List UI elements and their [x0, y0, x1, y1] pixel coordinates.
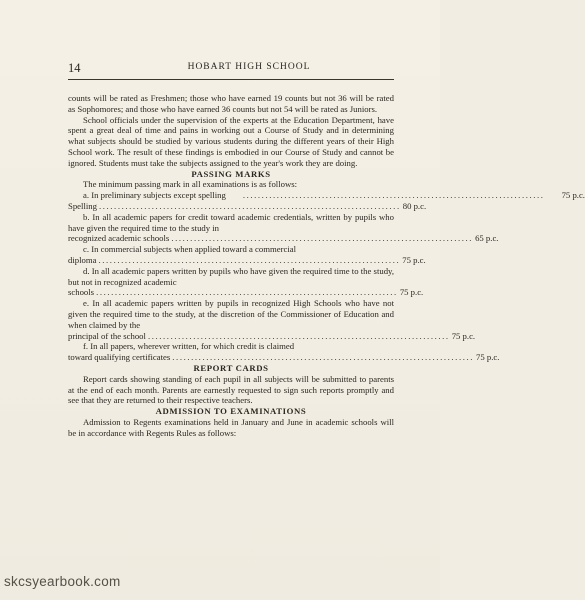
dot-leader: ................................................................................ — [98, 200, 401, 211]
intro-paragraph-1: counts will be rated as Freshmen; those who have earned 19 counts but not 36 will be rated as Sophomores; and those who have earned 36 counts but not 54 will be rated as Juniors. — [68, 93, 394, 114]
passing-mark-item-c — [68, 244, 426, 266]
passing-mark-text: d. In all academic papers written by pupils who have given the required time to the study, but not in recognized academic — [68, 265, 394, 287]
page-body — [68, 93, 585, 439]
passing-mark-value: 75 p.c. — [451, 330, 476, 341]
passing-mark-item-a — [68, 190, 585, 201]
passing-mark-text: b. In all academic papers for credit toward academic credentials, written by pupils who have given the required time to the study in — [68, 211, 394, 233]
admission-paragraph: Admission to Regents examinations held in January and June in academic schools will be in accordance with Regents Rules as follows: — [68, 416, 394, 438]
intro-paragraph-2: School officials under the supervision of the experts at the Education Department, have spent a great deal of time and pains in working out a Course of Study and in determining what subjects should be studied by various students during the different years of their High School work. The result of these findings is embodied in our Course of Study and cannot be ignored. Students must take the subjects assigned to the year's work they are doing. — [68, 114, 394, 168]
running-title: HOBART HIGH SCHOOL — [187, 62, 311, 72]
passing-mark-tail: diploma — [68, 254, 97, 265]
passing-mark-tail: Spelling — [68, 200, 97, 211]
passing-mark-item-d — [68, 265, 424, 298]
passing-mark-item-e — [68, 298, 476, 341]
dot-leader: ................................................................................ — [171, 233, 474, 244]
site-watermark: skcsyearbook.com — [4, 574, 121, 589]
passing-mark-item-b — [68, 211, 499, 244]
passing-mark-value: 80 p.c. — [402, 200, 427, 211]
dot-leader: ................................................................................ — [147, 330, 450, 341]
report-cards-paragraph: Report cards showing standing of each pupil in all subjects will be submitted to parents at the end of each month. Parents are earnestly requested to sign such reports promptly and see that they are returned to their respective teachers. — [68, 373, 394, 406]
passing-mark-tail: recognized academic schools — [68, 233, 170, 244]
passing-marks-intro: The minimum passing mark in all examinations is as follows: — [83, 179, 298, 190]
passing-mark-value: 75 p.c. — [402, 254, 426, 265]
page-header — [68, 61, 394, 77]
dot-leader: ................................................................................ — [98, 254, 401, 265]
passing-mark-tail: principal of the school — [68, 330, 146, 341]
passing-mark-value: 75 p.c. — [476, 352, 500, 363]
header-rule — [68, 79, 394, 80]
admission-heading: ADMISSION TO EXAMINATIONS — [155, 406, 307, 417]
passing-mark-value: 75 p.c. — [561, 190, 585, 201]
dot-leader: ................................................................................ — [96, 287, 398, 298]
passing-mark-text: a. In preliminary subjects except spelling — [83, 190, 226, 201]
passing-mark-tail: schools — [68, 287, 95, 298]
passing-mark-value: 65 p.c. — [475, 233, 499, 244]
page-number: 14 — [68, 61, 81, 75]
passing-mark-text: e. In all academic papers written by pupils in recognized High Schools who have not given the required time to the study, at the discretion of the Commissioner of Education and when claimed by the — [68, 298, 394, 330]
dot-leader: ................................................................................ — [242, 190, 545, 201]
passing-marks-heading: PASSING MARKS — [191, 168, 271, 179]
report-cards-heading: REPORT CARDS — [193, 362, 269, 373]
passing-mark-item-spelling — [68, 200, 427, 212]
dot-leader: ................................................................................ — [172, 352, 475, 363]
passing-mark-item-f — [68, 341, 500, 363]
passing-mark-tail: toward qualifying certificates — [68, 352, 171, 363]
passing-mark-text: f. In all papers, wherever written, for which credit is claimed — [83, 341, 295, 352]
passing-mark-value: 75 p.c. — [399, 287, 424, 298]
passing-mark-text: c. In commercial subjects when applied toward a commercial — [83, 244, 297, 255]
